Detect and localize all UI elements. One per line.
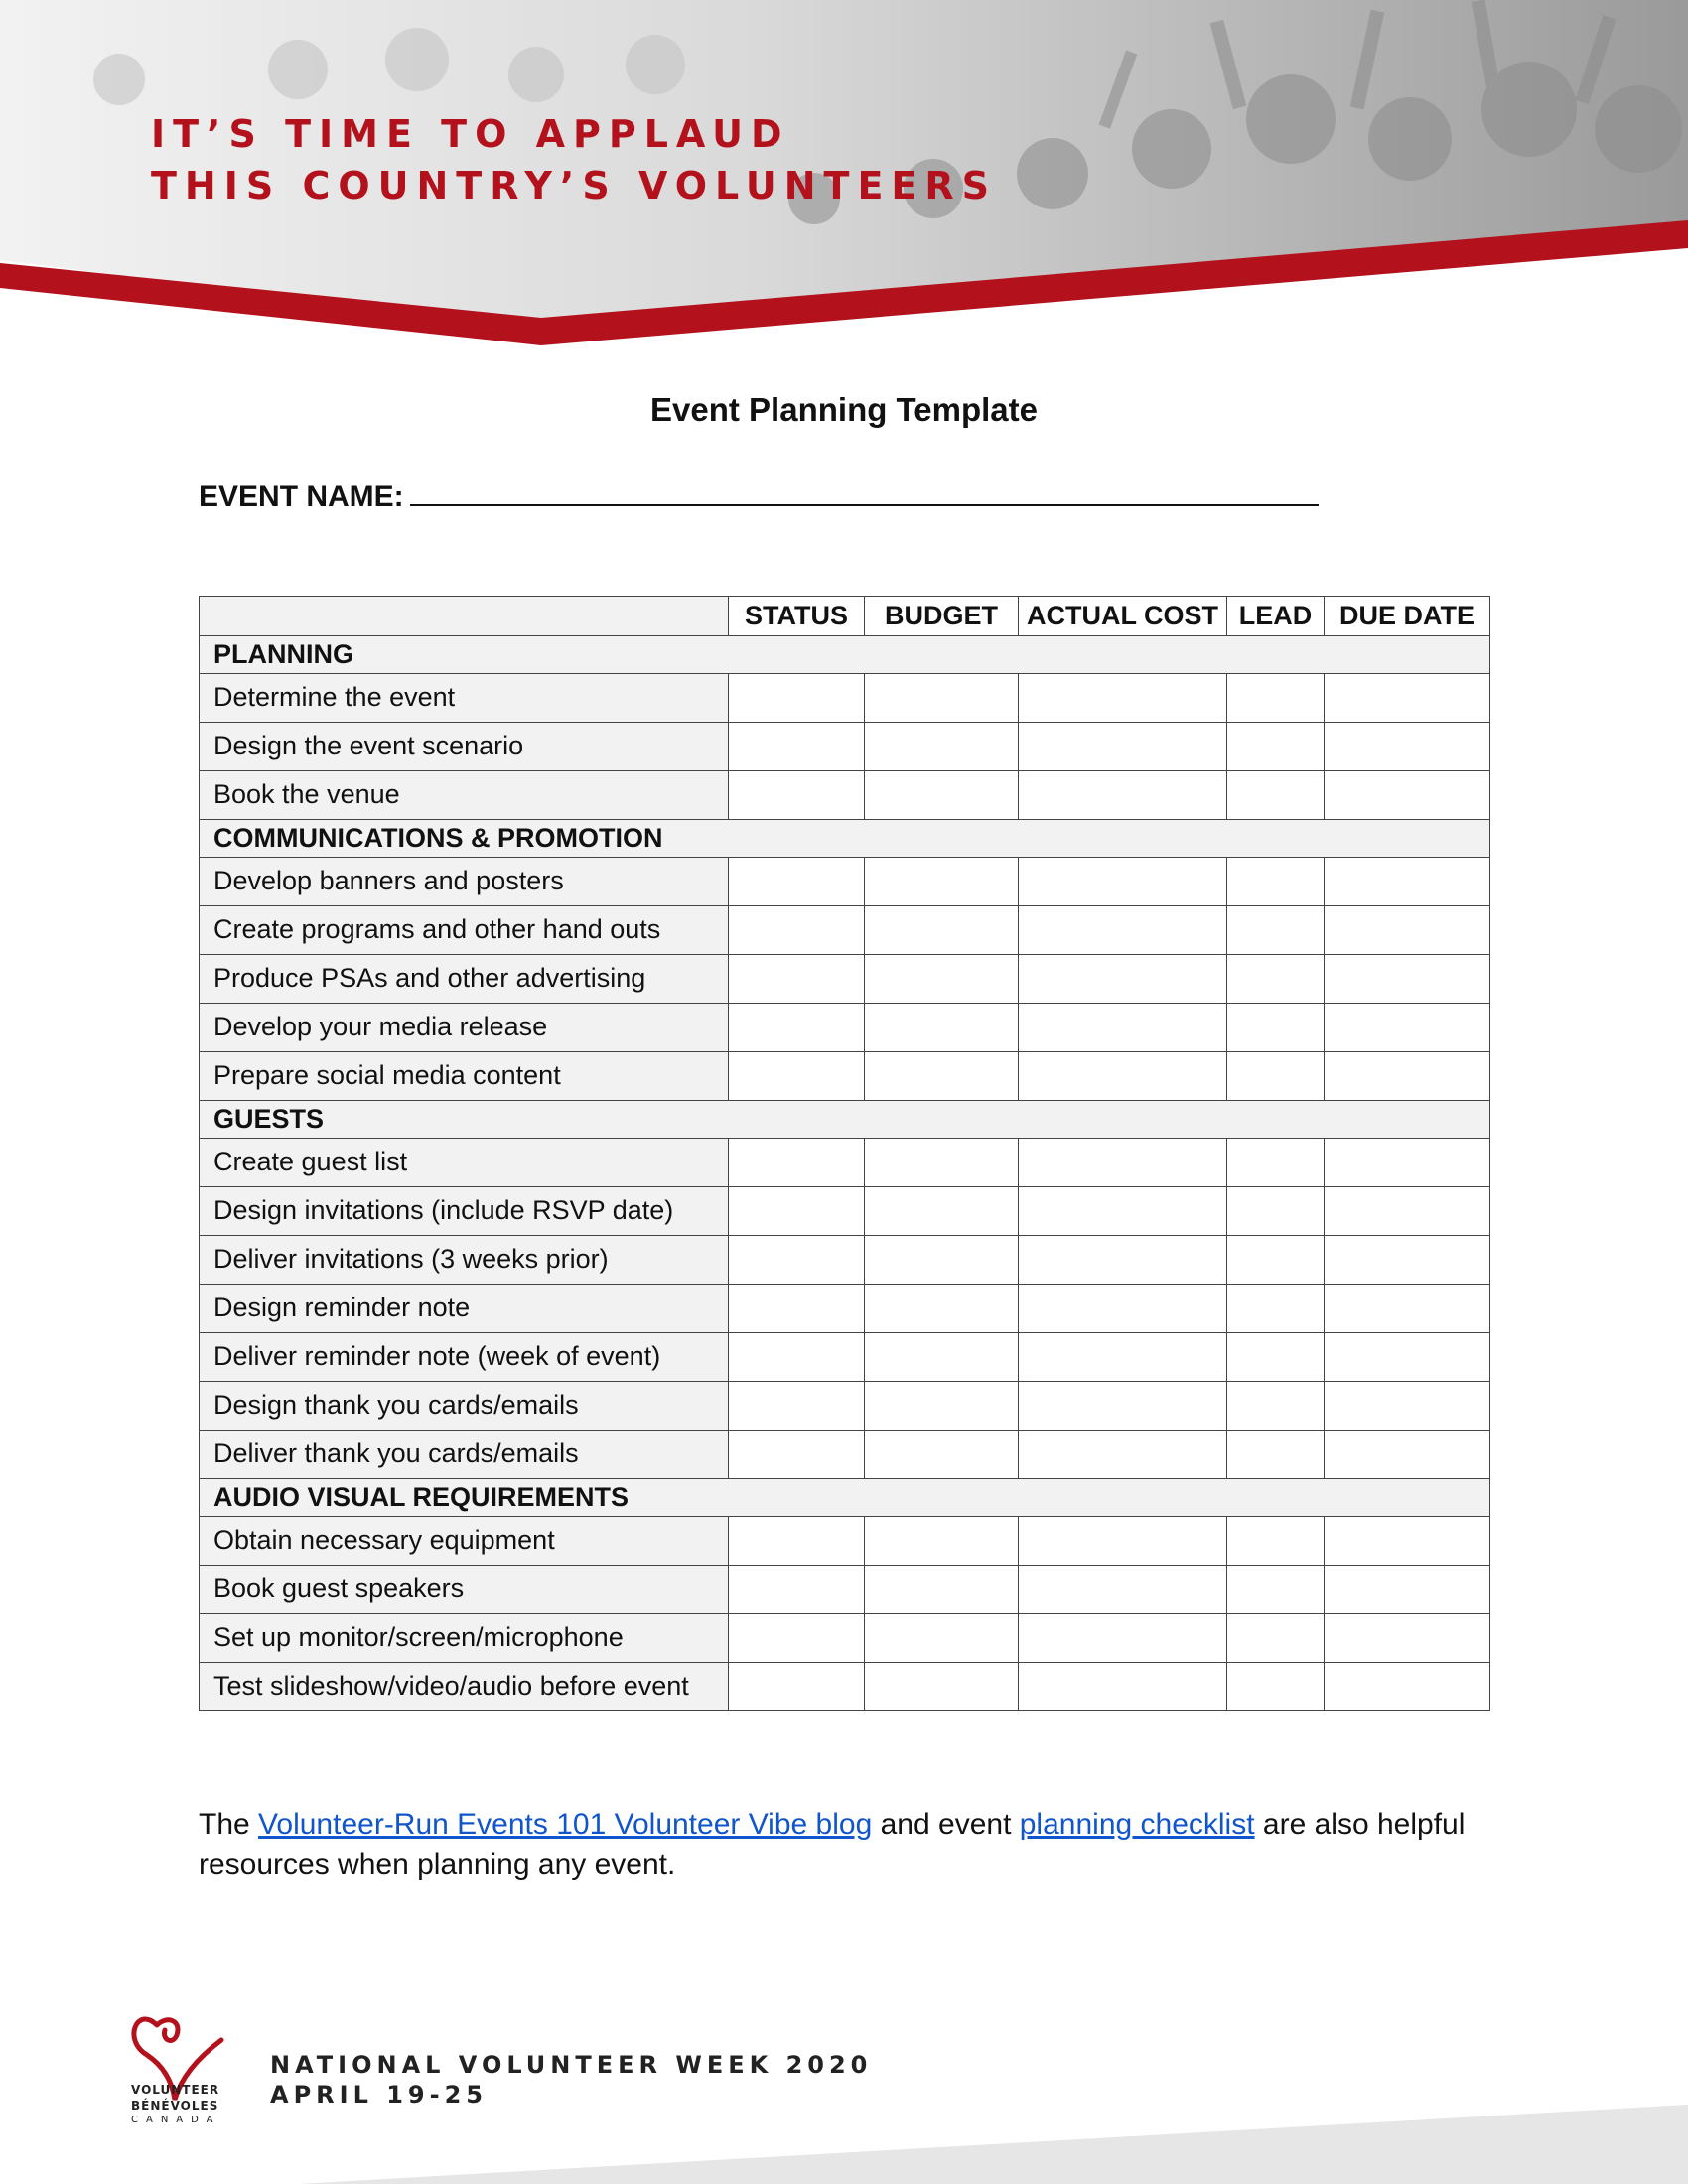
status-cell[interactable] [729, 723, 865, 771]
due-date-cell[interactable] [1325, 1285, 1490, 1333]
budget-cell[interactable] [865, 674, 1019, 723]
status-cell[interactable] [729, 1614, 865, 1663]
due-date-cell[interactable] [1325, 858, 1490, 906]
task-label: Design reminder note [200, 1285, 729, 1333]
header-blank-cell [200, 597, 729, 636]
due-date-cell[interactable] [1325, 1236, 1490, 1285]
lead-cell[interactable] [1227, 1566, 1325, 1614]
status-cell[interactable] [729, 1382, 865, 1431]
due-date-cell[interactable] [1325, 1614, 1490, 1663]
planning-checklist-link[interactable]: planning checklist [1019, 1808, 1255, 1841]
actual-cost-cell[interactable] [1019, 1663, 1227, 1711]
status-cell[interactable] [729, 1052, 865, 1101]
due-date-cell[interactable] [1325, 955, 1490, 1004]
actual-cost-cell[interactable] [1019, 674, 1227, 723]
task-row [200, 1333, 1490, 1382]
actual-cost-cell[interactable] [1019, 1566, 1227, 1614]
section-row [200, 1479, 1490, 1517]
budget-cell[interactable] [865, 1333, 1019, 1382]
event-name-input-line[interactable] [410, 475, 1319, 506]
section-heading: PLANNING [200, 636, 1490, 674]
page-title: Event Planning Template [650, 391, 1038, 428]
due-date-cell[interactable] [1325, 1187, 1490, 1236]
budget-cell[interactable] [865, 1187, 1019, 1236]
status-cell[interactable] [729, 1663, 865, 1711]
status-cell[interactable] [729, 1431, 865, 1479]
budget-cell[interactable] [865, 1382, 1019, 1431]
logo-text-line1: VOLUNTEER [131, 2083, 220, 2097]
footnote-suffix: are also helpful resources when planning any event. [199, 1808, 1466, 1881]
actual-cost-cell[interactable] [1019, 1333, 1227, 1382]
status-cell[interactable] [729, 1187, 865, 1236]
status-cell[interactable] [729, 1139, 865, 1187]
lead-cell[interactable] [1227, 723, 1325, 771]
banner-headline-line1: IT’S TIME TO APPLAUD [151, 112, 790, 156]
lead-cell[interactable] [1227, 1052, 1325, 1101]
task-label: Deliver reminder note (week of event) [200, 1333, 729, 1382]
lead-cell[interactable] [1227, 674, 1325, 723]
task-row [200, 1614, 1490, 1663]
task-row [200, 955, 1490, 1004]
status-cell[interactable] [729, 1517, 865, 1566]
task-row [200, 1236, 1490, 1285]
task-row [200, 1382, 1490, 1431]
column-header: DUE DATE [1325, 597, 1490, 636]
section-row [200, 820, 1490, 858]
task-row [200, 1187, 1490, 1236]
task-row [200, 771, 1490, 820]
footer-event-name: NATIONAL VOLUNTEER WEEK 2020 [270, 2051, 873, 2079]
column-header: STATUS [729, 597, 865, 636]
status-cell[interactable] [729, 771, 865, 820]
due-date-cell[interactable] [1325, 723, 1490, 771]
task-row [200, 1566, 1490, 1614]
due-date-cell[interactable] [1325, 1052, 1490, 1101]
footnote-prefix: The [199, 1808, 250, 1841]
status-cell[interactable] [729, 674, 865, 723]
footer-event-dates: APRIL 19-25 [270, 2081, 488, 2109]
budget-cell[interactable] [865, 1139, 1019, 1187]
actual-cost-cell[interactable] [1019, 1187, 1227, 1236]
lead-cell[interactable] [1227, 1614, 1325, 1663]
due-date-cell[interactable] [1325, 674, 1490, 723]
task-row [200, 674, 1490, 723]
section-row [200, 636, 1490, 674]
task-row [200, 1285, 1490, 1333]
lead-cell[interactable] [1227, 955, 1325, 1004]
status-cell[interactable] [729, 1333, 865, 1382]
status-cell[interactable] [729, 1285, 865, 1333]
lead-cell[interactable] [1227, 1431, 1325, 1479]
budget-cell[interactable] [865, 1052, 1019, 1101]
task-label: Deliver invitations (3 weeks prior) [200, 1236, 729, 1285]
task-label: Develop your media release [200, 1004, 729, 1052]
actual-cost-cell[interactable] [1019, 1517, 1227, 1566]
due-date-cell[interactable] [1325, 1566, 1490, 1614]
budget-cell[interactable] [865, 723, 1019, 771]
due-date-cell[interactable] [1325, 1139, 1490, 1187]
task-label: Produce PSAs and other advertising [200, 955, 729, 1004]
task-label: Design the event scenario [200, 723, 729, 771]
lead-cell[interactable] [1227, 1187, 1325, 1236]
actual-cost-cell[interactable] [1019, 906, 1227, 955]
due-date-cell[interactable] [1325, 1663, 1490, 1711]
status-cell[interactable] [729, 906, 865, 955]
budget-cell[interactable] [865, 1285, 1019, 1333]
task-label: Develop banners and posters [200, 858, 729, 906]
actual-cost-cell[interactable] [1019, 1236, 1227, 1285]
task-label: Deliver thank you cards/emails [200, 1431, 729, 1479]
task-label: Obtain necessary equipment [200, 1517, 729, 1566]
lead-cell[interactable] [1227, 906, 1325, 955]
due-date-cell[interactable] [1325, 1004, 1490, 1052]
task-label: Determine the event [200, 674, 729, 723]
status-cell[interactable] [729, 858, 865, 906]
footnote-middle: and event [880, 1808, 1012, 1841]
section-heading: AUDIO VISUAL REQUIREMENTS [200, 1479, 1490, 1517]
budget-cell[interactable] [865, 771, 1019, 820]
banner-headline-line2: THIS COUNTRY’S VOLUNTEERS [151, 164, 997, 207]
task-row [200, 1431, 1490, 1479]
due-date-cell[interactable] [1325, 1517, 1490, 1566]
lead-cell[interactable] [1227, 1139, 1325, 1187]
actual-cost-cell[interactable] [1019, 1382, 1227, 1431]
actual-cost-cell[interactable] [1019, 1285, 1227, 1333]
logo-text-line2: BÉNÉVOLES [131, 2099, 219, 2113]
actual-cost-cell[interactable] [1019, 723, 1227, 771]
status-cell[interactable] [729, 1236, 865, 1285]
task-label: Create guest list [200, 1139, 729, 1187]
budget-cell[interactable] [865, 1517, 1019, 1566]
lead-cell[interactable] [1227, 1285, 1325, 1333]
lead-cell[interactable] [1227, 1236, 1325, 1285]
budget-cell[interactable] [865, 1004, 1019, 1052]
lead-cell[interactable] [1227, 1333, 1325, 1382]
task-label: Book the venue [200, 771, 729, 820]
task-label: Test slideshow/video/audio before event [200, 1663, 729, 1711]
task-label: Prepare social media content [200, 1052, 729, 1101]
task-row [200, 1052, 1490, 1101]
lead-cell[interactable] [1227, 858, 1325, 906]
status-cell[interactable] [729, 1004, 865, 1052]
actual-cost-cell[interactable] [1019, 1431, 1227, 1479]
due-date-cell[interactable] [1325, 906, 1490, 955]
actual-cost-cell[interactable] [1019, 1614, 1227, 1663]
actual-cost-cell[interactable] [1019, 1004, 1227, 1052]
lead-cell[interactable] [1227, 1004, 1325, 1052]
column-header: LEAD [1227, 597, 1325, 636]
lead-cell[interactable] [1227, 1663, 1325, 1711]
due-date-cell[interactable] [1325, 1333, 1490, 1382]
task-label: Set up monitor/screen/microphone [200, 1614, 729, 1663]
table-header-row [200, 597, 1490, 636]
budget-cell[interactable] [865, 955, 1019, 1004]
task-row [200, 723, 1490, 771]
budget-cell[interactable] [865, 1614, 1019, 1663]
resources-footnote [199, 1804, 1509, 1885]
due-date-cell[interactable] [1325, 771, 1490, 820]
task-label: Design thank you cards/emails [200, 1382, 729, 1431]
task-row [200, 1517, 1490, 1566]
actual-cost-cell[interactable] [1019, 858, 1227, 906]
actual-cost-cell[interactable] [1019, 771, 1227, 820]
lead-cell[interactable] [1227, 771, 1325, 820]
volunteer-vibe-blog-link[interactable]: Volunteer-Run Events 101 Volunteer Vibe blog [258, 1808, 873, 1841]
budget-cell[interactable] [865, 858, 1019, 906]
task-row [200, 1663, 1490, 1711]
planning-table [199, 596, 1490, 1711]
section-heading: GUESTS [200, 1101, 1490, 1139]
budget-cell[interactable] [865, 1431, 1019, 1479]
logo-text-line3: CANADA [131, 2115, 221, 2125]
lead-cell[interactable] [1227, 1517, 1325, 1566]
task-row [200, 1004, 1490, 1052]
budget-cell[interactable] [865, 1566, 1019, 1614]
actual-cost-cell[interactable] [1019, 1139, 1227, 1187]
budget-cell[interactable] [865, 1663, 1019, 1711]
budget-cell[interactable] [865, 906, 1019, 955]
actual-cost-cell[interactable] [1019, 955, 1227, 1004]
budget-cell[interactable] [865, 1236, 1019, 1285]
lead-cell[interactable] [1227, 1382, 1325, 1431]
section-heading: COMMUNICATIONS & PROMOTION [200, 820, 1490, 858]
status-cell[interactable] [729, 955, 865, 1004]
section-row [200, 1101, 1490, 1139]
actual-cost-cell[interactable] [1019, 1052, 1227, 1101]
column-header: BUDGET [865, 597, 1019, 636]
due-date-cell[interactable] [1325, 1382, 1490, 1431]
table-body [200, 636, 1490, 1711]
status-cell[interactable] [729, 1566, 865, 1614]
due-date-cell[interactable] [1325, 1431, 1490, 1479]
event-name-row [199, 475, 1319, 514]
column-header: ACTUAL COST [1019, 597, 1227, 636]
task-row [200, 1139, 1490, 1187]
task-label: Create programs and other hand outs [200, 906, 729, 955]
task-label: Book guest speakers [200, 1566, 729, 1614]
event-name-label: EVENT NAME: [199, 480, 404, 513]
task-row [200, 858, 1490, 906]
task-label: Design invitations (include RSVP date) [200, 1187, 729, 1236]
bottom-swoosh-decoration [0, 2095, 1688, 2184]
task-row [200, 906, 1490, 955]
